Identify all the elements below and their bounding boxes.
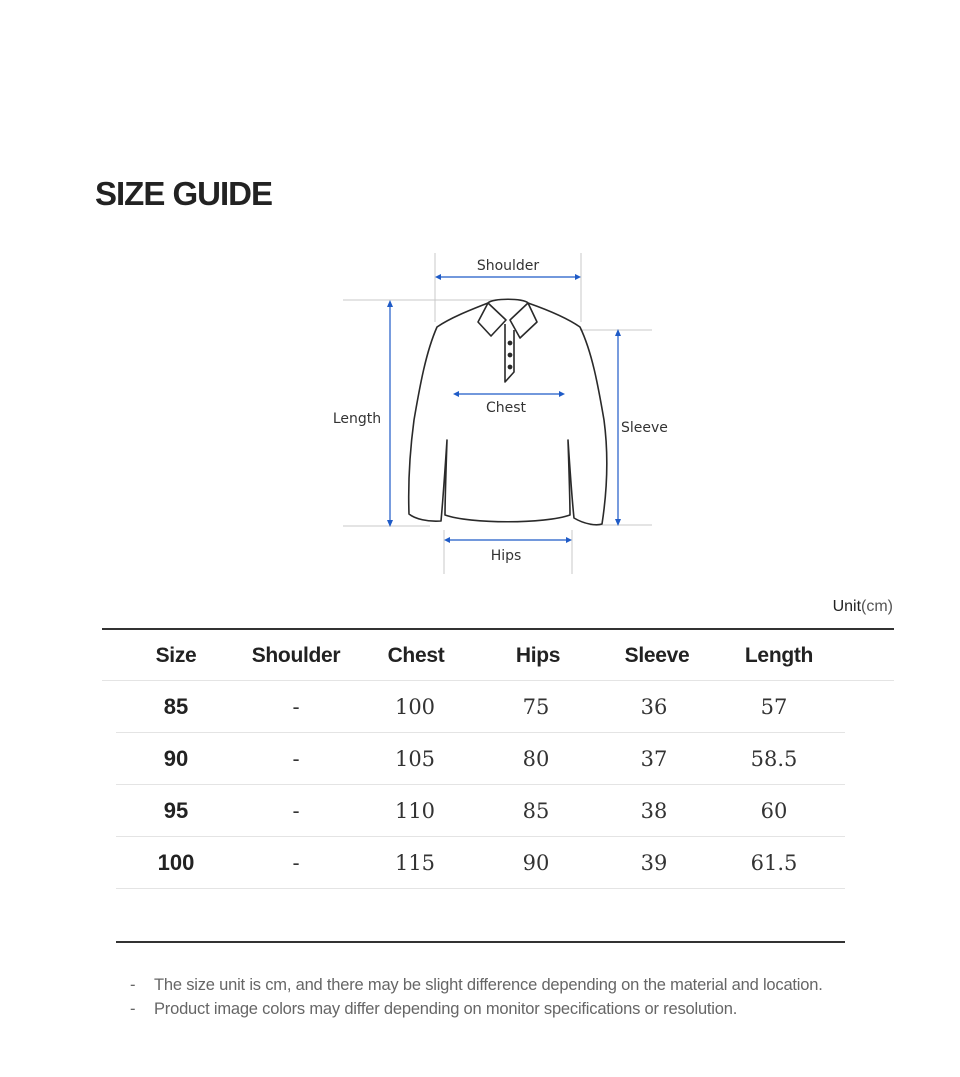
cell-size: 100 xyxy=(157,850,195,875)
cell-chest: 100 xyxy=(394,695,436,719)
table-row xyxy=(116,837,845,889)
header-hips: Hips xyxy=(515,644,561,667)
cell-size: 95 xyxy=(163,798,189,823)
cell-length: 60 xyxy=(760,799,788,823)
cell-sleeve: 39 xyxy=(640,851,668,875)
note-item xyxy=(130,997,823,1021)
cell-sleeve: 36 xyxy=(640,695,668,719)
header-length: Length xyxy=(744,644,814,667)
note-text: Product image colors may differ depending on monitor specifications or resolution. xyxy=(154,1000,738,1018)
cell-size: 85 xyxy=(163,694,189,719)
note-bullet: - xyxy=(130,1000,136,1018)
cell-hips: 85 xyxy=(522,799,550,823)
shoulder-label: Shoulder xyxy=(476,258,540,274)
table-row xyxy=(116,785,845,837)
unit-indicator xyxy=(833,598,893,616)
cell-hips: 80 xyxy=(522,747,550,771)
cell-hips: 90 xyxy=(522,851,550,875)
header-size: Size xyxy=(155,644,197,667)
cell-shoulder: - xyxy=(292,747,300,771)
cell-sleeve: 37 xyxy=(640,747,668,771)
cell-shoulder: - xyxy=(292,695,300,719)
size-table-header xyxy=(102,630,894,681)
unit-value: (cm) xyxy=(861,598,893,615)
note-text: The size unit is cm, and there may be slight difference depending on the material and location. xyxy=(154,976,823,994)
header-shoulder: Shoulder xyxy=(251,644,341,667)
cell-sleeve: 38 xyxy=(640,799,668,823)
unit-label: Unit xyxy=(832,598,862,615)
cell-chest: 115 xyxy=(394,851,436,875)
cell-size: 90 xyxy=(163,746,189,771)
note-item xyxy=(130,973,823,997)
header-chest: Chest xyxy=(387,644,445,667)
size-notes xyxy=(130,973,823,1021)
table-row xyxy=(116,681,845,733)
header-sleeve: Sleeve xyxy=(624,644,690,667)
page-title: SIZE GUIDE xyxy=(95,175,273,212)
cell-length: 57 xyxy=(760,695,788,719)
cell-chest: 105 xyxy=(394,747,436,771)
cell-shoulder: - xyxy=(292,799,300,823)
cell-chest: 110 xyxy=(394,799,436,823)
table-row xyxy=(116,733,845,785)
cell-shoulder: - xyxy=(292,851,300,875)
table-bottom-rule xyxy=(116,941,845,943)
note-bullet: - xyxy=(130,976,136,994)
sleeve-label: Sleeve xyxy=(621,420,668,436)
cell-length: 58.5 xyxy=(750,747,798,771)
length-label: Length xyxy=(332,411,382,427)
chest-label: Chest xyxy=(485,400,527,416)
cell-hips: 75 xyxy=(522,695,550,719)
cell-length: 61.5 xyxy=(750,851,798,875)
hips-label: Hips xyxy=(490,548,522,564)
